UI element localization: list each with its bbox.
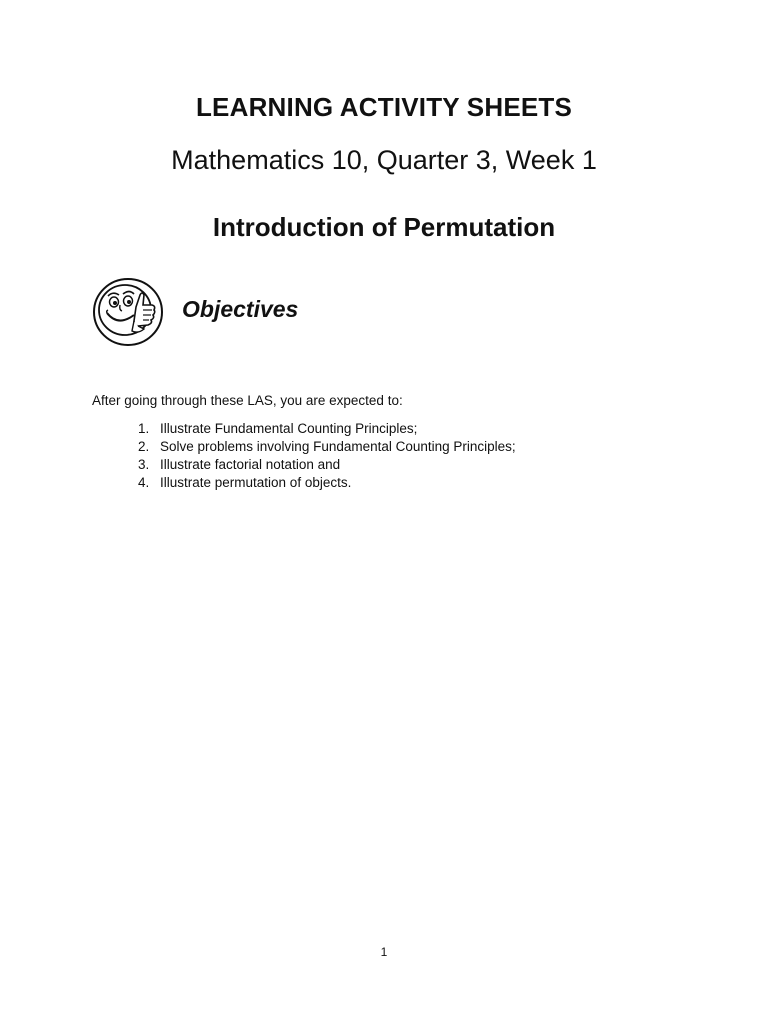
list-item-text: Illustrate factorial notation and: [160, 457, 341, 472]
list-item-number: 3.: [138, 457, 150, 472]
list-item: [138, 438, 516, 456]
list-item: [138, 456, 516, 474]
list-item-number: 1.: [138, 421, 150, 436]
objectives-intro: After going through these LAS, you are expected to:: [92, 393, 403, 408]
document-title: LEARNING ACTIVITY SHEETS: [195, 92, 573, 122]
objectives-list: [138, 420, 516, 492]
document-subtitle: Mathematics 10, Quarter 3, Week 1: [171, 145, 597, 175]
list-item: [138, 420, 516, 438]
list-item-text: Illustrate permutation of objects.: [160, 475, 352, 490]
list-item-text: Solve problems involving Fundamental Counting Principles;: [160, 439, 516, 454]
list-item-number: 4.: [138, 475, 150, 490]
list-item-number: 2.: [138, 439, 150, 454]
topic-title: Introduction of Permutation: [212, 212, 556, 242]
objectives-header: [92, 277, 298, 347]
list-item-text: Illustrate Fundamental Counting Principles;: [160, 421, 418, 436]
objectives-heading: Objectives: [182, 295, 299, 322]
list-item: [138, 474, 516, 492]
page-number: 1: [380, 945, 388, 959]
smiley-thumbs-up-icon: [92, 277, 164, 347]
